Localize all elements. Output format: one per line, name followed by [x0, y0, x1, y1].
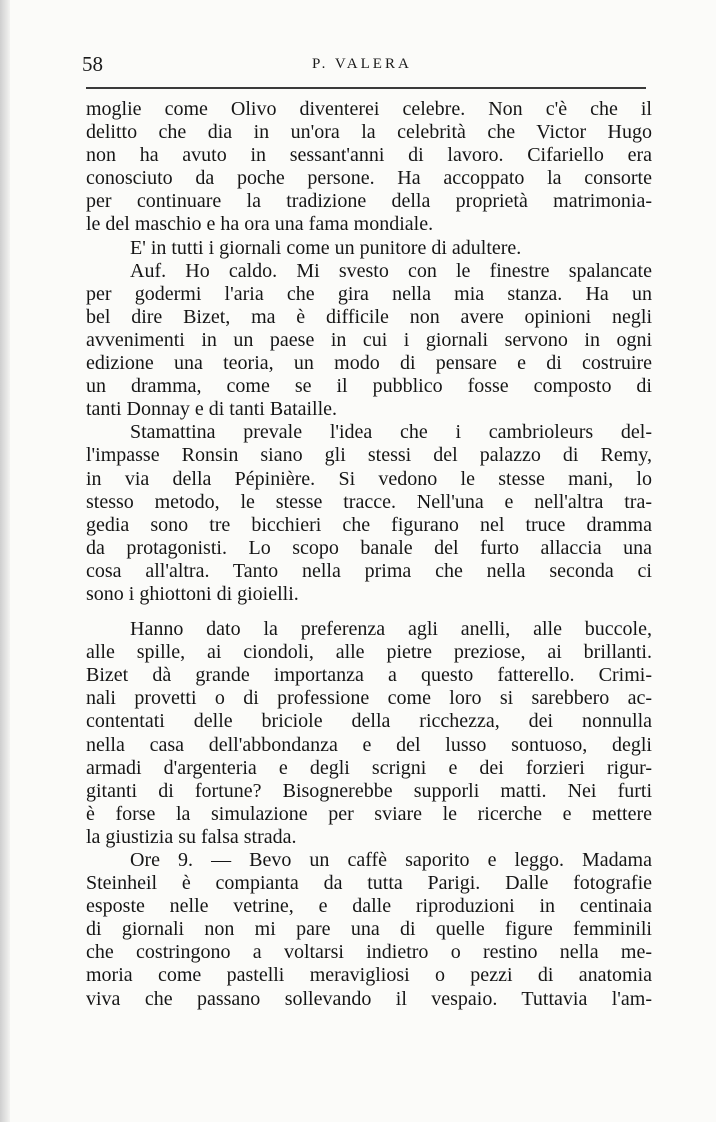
- text-line: moria come pastelli meravigliosi o pezzi di anatomia: [86, 964, 652, 987]
- paragraph-gap: [86, 606, 652, 618]
- text-line: gitanti di fortune? Bisognerebbe supporli matti. Nei furti: [86, 779, 652, 802]
- text-line: le del maschio e ha ora una fama mondiale.: [86, 213, 434, 236]
- text-line: Bizet dà grande importanza a questo fatterello. Crimi-: [86, 664, 652, 687]
- body-text: [86, 98, 652, 1011]
- page-spine-shadow: [0, 0, 10, 1122]
- text-line: avvenimenti in un paese in cui i giornali servono in ogni: [86, 328, 652, 351]
- paragraph: [86, 237, 652, 260]
- paragraph: [86, 849, 652, 1011]
- text-line: Steinheil è compianta da tutta Parigi. Dalle fotografie: [86, 872, 652, 895]
- text-line: E' in tutti i giornali come un punitore di adultere.: [130, 236, 522, 259]
- text-line: stesso metodo, le stesse tracce. Nell'una e nell'altra tra-: [86, 490, 652, 513]
- page-number: 58: [82, 52, 103, 76]
- text-line: nali provetti o di professione come loro si sarebbero ac-: [86, 687, 652, 710]
- text-line: un dramma, come se il pubblico fosse composto di: [86, 375, 652, 398]
- text-line: da protagonisti. Lo scopo banale del furto allaccia una: [86, 536, 652, 559]
- text-line: bel dire Bizet, ma è difficile non avere opinioni negli: [86, 305, 652, 328]
- text-line: in via della Pépinière. Si vedono le stesse mani, lo: [86, 467, 652, 490]
- text-line: Ore 9. — Bevo un caffè saporito e leggo. Madama: [130, 849, 652, 871]
- text-line: esposte nelle vetrine, e dalle riproduzioni in centinaia: [86, 895, 652, 918]
- text-line: nella casa dell'abbondanza e del lusso sontuoso, degli: [86, 733, 652, 756]
- text-line: l'impasse Ronsin siano gli stessi del palazzo di Remy,: [86, 444, 652, 467]
- text-line: tanti Donnay e di tanti Bataille.: [86, 398, 338, 421]
- text-line: cosa all'altra. Tanto nella prima che nella seconda ci: [86, 559, 652, 582]
- paragraph: [86, 260, 652, 422]
- text-line: Stamattina prevale l'idea che i cambrioleurs del-: [130, 421, 652, 444]
- running-head: P. VALERA: [312, 56, 412, 72]
- paragraph: [86, 98, 652, 237]
- page-header: [82, 52, 652, 86]
- text-line: per continuare la tradizione della proprietà matrimonia-: [86, 190, 652, 213]
- text-line: conosciuto da poche persone. Ha accoppato la consorte: [86, 167, 652, 190]
- text-line: gedia sono tre bicchieri che figurano nel truce dramma: [86, 513, 652, 536]
- text-line: la giustizia su falsa strada.: [86, 825, 297, 848]
- text-line: di giornali non mi pare una di quelle figure femminili: [86, 918, 652, 941]
- header-rule: [86, 87, 646, 89]
- text-line: alle spille, ai ciondoli, alle pietre preziose, ai brillanti.: [86, 641, 652, 664]
- text-line: sono i ghiottoni di gioielli.: [86, 582, 299, 605]
- text-line: viva che passano sollevando il vespaio. Tuttavia l'am-: [86, 987, 652, 1010]
- text-line: delitto che dia in un'ora la celebrità che Victor Hugo: [86, 121, 652, 144]
- text-line: non ha avuto in sessant'anni di lavoro. Cifariello era: [86, 144, 652, 167]
- paragraph: [86, 421, 652, 606]
- text-line: Hanno dato la preferenza agli anelli, alle buccole,: [130, 618, 652, 641]
- text-line: per godermi l'aria che gira nella mia stanza. Ha un: [86, 282, 652, 305]
- text-line: che costringono a voltarsi indietro o restino nella me-: [86, 941, 652, 964]
- text-line: moglie come Olivo diventerei celebre. Non c'è che il: [86, 98, 652, 120]
- paragraph: [86, 618, 652, 849]
- text-line: è forse la simulazione per sviare le ricerche e mettere: [86, 802, 652, 825]
- text-line: Auf. Ho caldo. Mi svesto con le finestre spalancate: [130, 259, 652, 282]
- text-line: edizione una teoria, un modo di pensare e di costruire: [86, 352, 652, 375]
- text-line: contentati delle briciole della ricchezza, dei nonnulla: [86, 710, 652, 733]
- text-line: armadi d'argenteria e degli scrigni e dei forzieri rigur-: [86, 756, 652, 779]
